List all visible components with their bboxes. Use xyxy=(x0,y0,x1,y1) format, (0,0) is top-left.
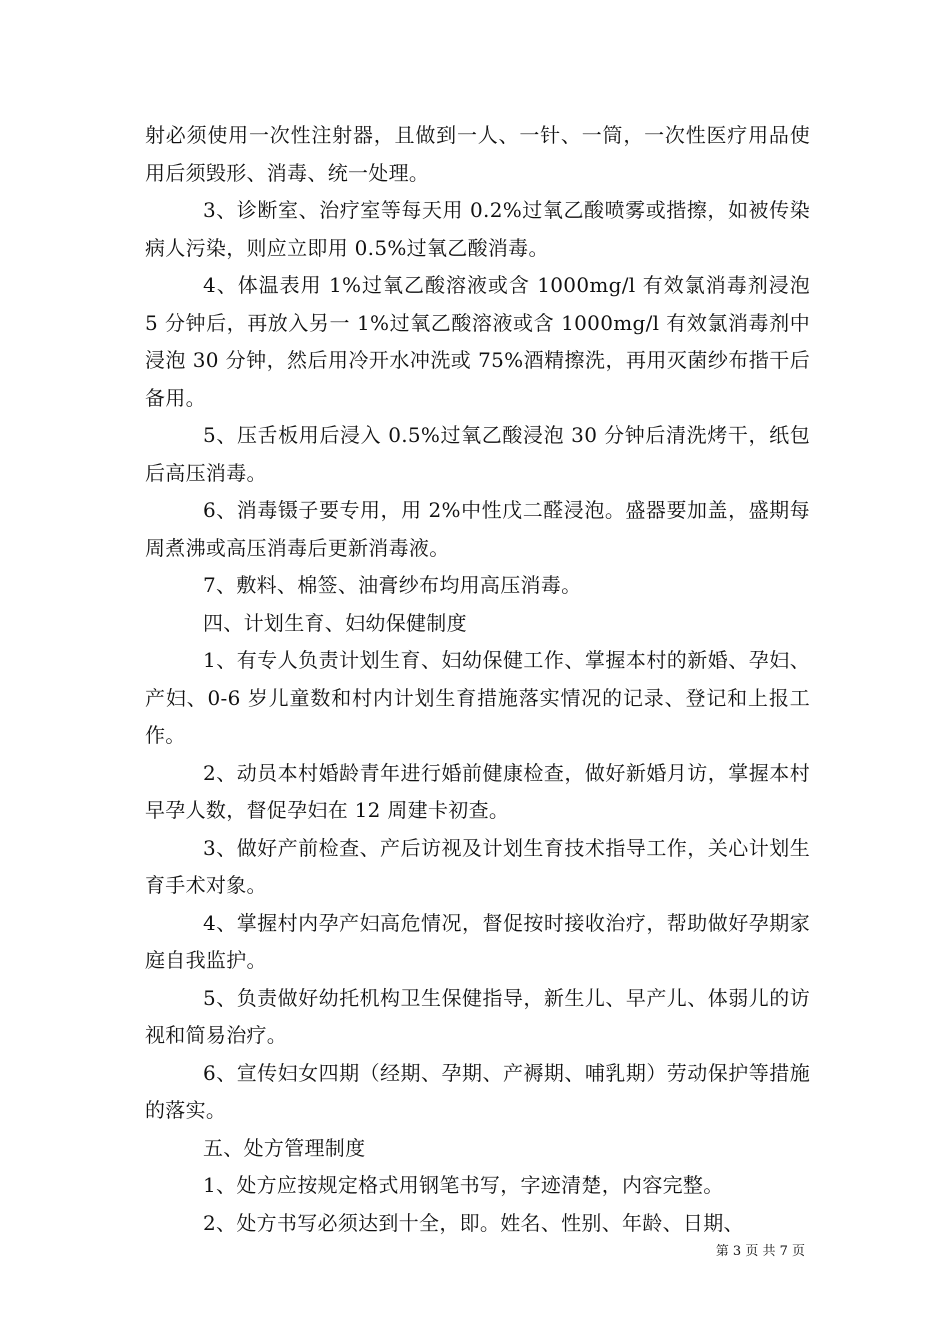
paragraph-tweezers: 6、消毒镊子要专用，用 2%中性戊二醛浸泡。盛器要加盖，盛期每周煮沸或高压消毒后更新消毒液。 xyxy=(145,498,810,560)
document-body xyxy=(145,117,810,1242)
paragraph-fp-1: 1、有专人负责计划生育、妇幼保健工作、掌握本村的新婚、孕妇、产妇、0-6 岁儿童数和村内计划生育措施落实情况的记录、登记和上报工作。 xyxy=(145,648,810,747)
paragraph-tongue-depressor: 5、压舌板用后浸入 0.5%过氧乙酸浸泡 30 分钟后清洗烤干，纸包后高压消毒。 xyxy=(145,423,810,485)
paragraph-fp-4: 4、掌握村内孕产妇高危情况，督促按时接收治疗，帮助做好孕期家庭自我监护。 xyxy=(145,910,810,972)
paragraph-fp-6: 6、宣传妇女四期（经期、孕期、产褥期、哺乳期）劳动保护等措施的落实。 xyxy=(145,1060,810,1122)
paragraph-disinfection-rooms: 3、诊断室、治疗室等每天用 0.2%过氧乙酸喷雾或揩擦，如被传染病人污染，则应立即用 0.5%过氧乙酸消毒。 xyxy=(145,198,810,260)
paragraph-fp-5: 5、负责做好幼托机构卫生保健指导，新生儿、早产儿、体弱儿的访视和简易治疗。 xyxy=(145,985,810,1047)
paragraph-fp-3: 3、做好产前检查、产后访视及计划生育技术指导工作，关心计划生育手术对象。 xyxy=(145,835,810,897)
paragraph-fp-2: 2、动员本村婚龄青年进行婚前健康检查，做好新婚月访，掌握本村早孕人数，督促孕妇在 12 周建卡初查。 xyxy=(145,760,810,822)
section-heading-prescription: 五、处方管理制度 xyxy=(203,1135,366,1160)
paragraph-rx-2: 2、处方书写必须达到十全，即。姓名、性别、年龄、日期、 xyxy=(203,1210,744,1235)
page-number-footer: 第 3 页 共 7 页 xyxy=(715,1244,805,1259)
section-heading-family-planning: 四、计划生育、妇幼保健制度 xyxy=(203,610,467,635)
paragraph-dressings: 7、敷料、棉签、油膏纱布均用高压消毒。 xyxy=(203,573,582,597)
paragraph-thermometer: 4、体温表用 1%过氧乙酸溶液或含 1000mg/l 有效氯消毒剂浸泡 5 分钟后，再放入另一 1%过氧乙酸溶液或含 1000mg/l 有效氯消毒剂中浸泡 30 分钟，然后用冷开水冲洗或 75%酒精擦洗，再用灭菌纱布揩干后备用。 xyxy=(145,273,810,410)
paragraph-continuation: 射必须使用一次性注射器，且做到一人、一针、一筒，一次性医疗用品使用后须毁形、消毒、统一处理。 xyxy=(145,123,810,185)
paragraph-rx-1: 1、处方应按规定格式用钢笔书写，字迹清楚，内容完整。 xyxy=(203,1173,724,1197)
